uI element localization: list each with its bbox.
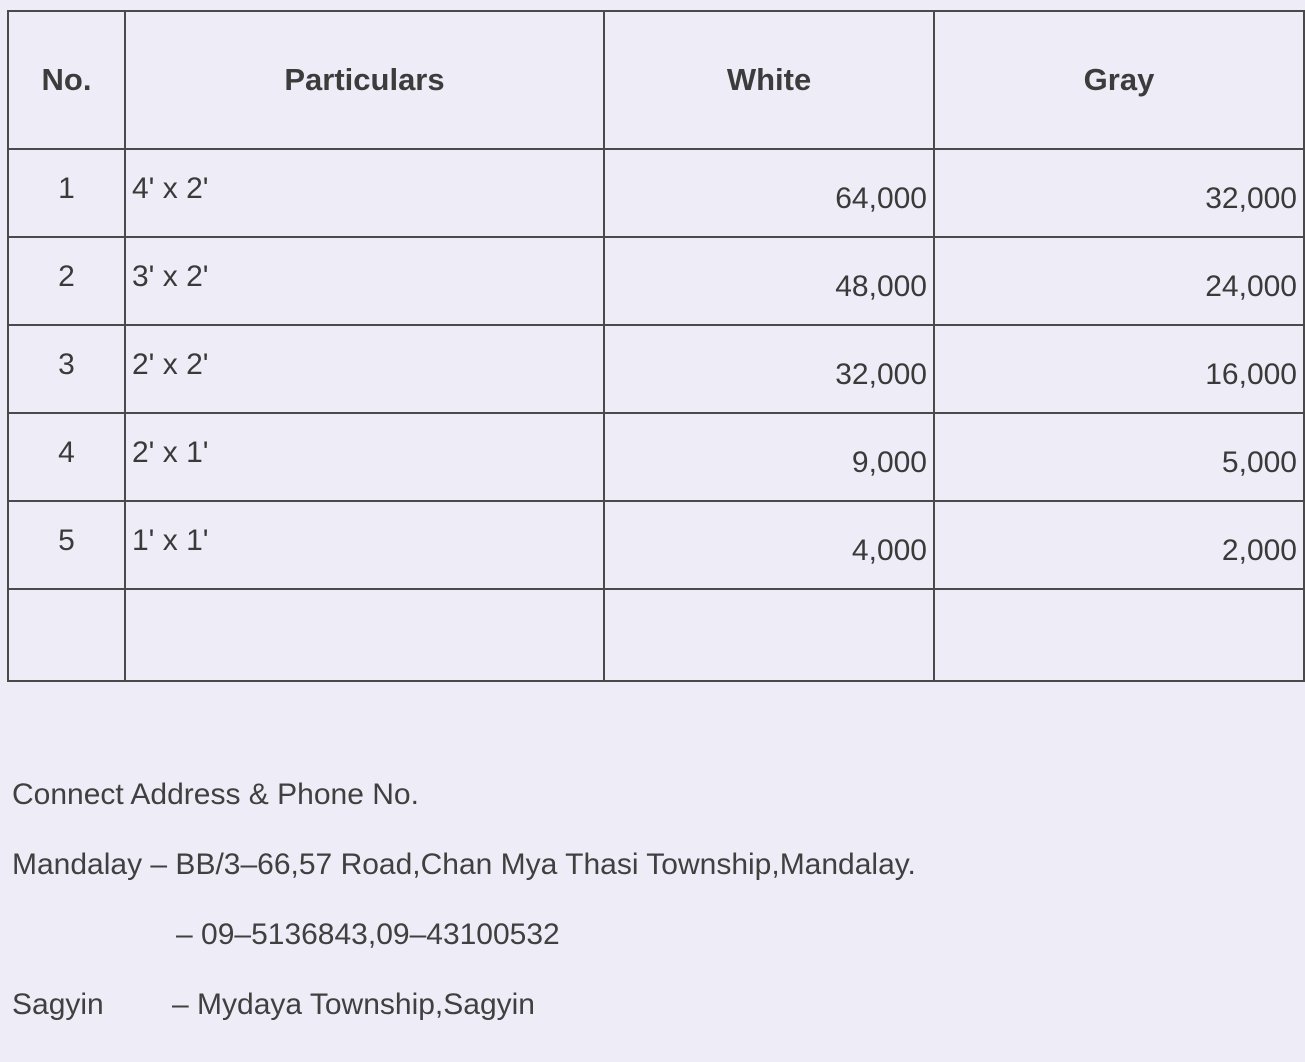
- header-gray: Gray: [934, 11, 1304, 149]
- row-particulars: 2' x 1': [125, 413, 604, 501]
- row-gray-price: 32,000: [934, 149, 1304, 237]
- row-particulars: 1' x 1': [125, 501, 604, 589]
- sagyin-label: Sagyin: [12, 988, 104, 1021]
- header-particulars: Particulars: [125, 11, 604, 149]
- row-white-price: 9,000: [604, 413, 934, 501]
- contact-heading: Connect Address & Phone No.: [12, 778, 419, 811]
- header-white: White: [604, 11, 934, 149]
- table-row: [8, 325, 1304, 413]
- empty-cell: [8, 589, 125, 681]
- table-row: [8, 237, 1304, 325]
- row-gray-price: 2,000: [934, 501, 1304, 589]
- price-table: [7, 10, 1305, 682]
- sagyin-address: – Mydaya Township,Sagyin: [172, 988, 535, 1021]
- table-row-empty: [8, 589, 1304, 681]
- empty-cell: [934, 589, 1304, 681]
- row-no: 4: [8, 413, 125, 501]
- table-row: [8, 149, 1304, 237]
- table-row: [8, 501, 1304, 589]
- row-gray-price: 5,000: [934, 413, 1304, 501]
- empty-cell: [125, 589, 604, 681]
- row-no: 2: [8, 237, 125, 325]
- row-gray-price: 24,000: [934, 237, 1304, 325]
- row-white-price: 32,000: [604, 325, 934, 413]
- row-white-price: 48,000: [604, 237, 934, 325]
- mandalay-phone: – 09–5136843,09–43100532: [176, 918, 560, 951]
- row-no: 3: [8, 325, 125, 413]
- row-no: 5: [8, 501, 125, 589]
- row-white-price: 4,000: [604, 501, 934, 589]
- table-row: [8, 413, 1304, 501]
- empty-cell: [604, 589, 934, 681]
- table-header-row: [8, 11, 1304, 149]
- mandalay-address: Mandalay – BB/3–66,57 Road,Chan Mya Thasi Township,Mandalay.: [12, 848, 916, 881]
- row-gray-price: 16,000: [934, 325, 1304, 413]
- row-particulars: 4' x 2': [125, 149, 604, 237]
- row-particulars: 2' x 2': [125, 325, 604, 413]
- row-particulars: 3' x 2': [125, 237, 604, 325]
- row-no: 1: [8, 149, 125, 237]
- row-white-price: 64,000: [604, 149, 934, 237]
- header-no: No.: [8, 11, 125, 149]
